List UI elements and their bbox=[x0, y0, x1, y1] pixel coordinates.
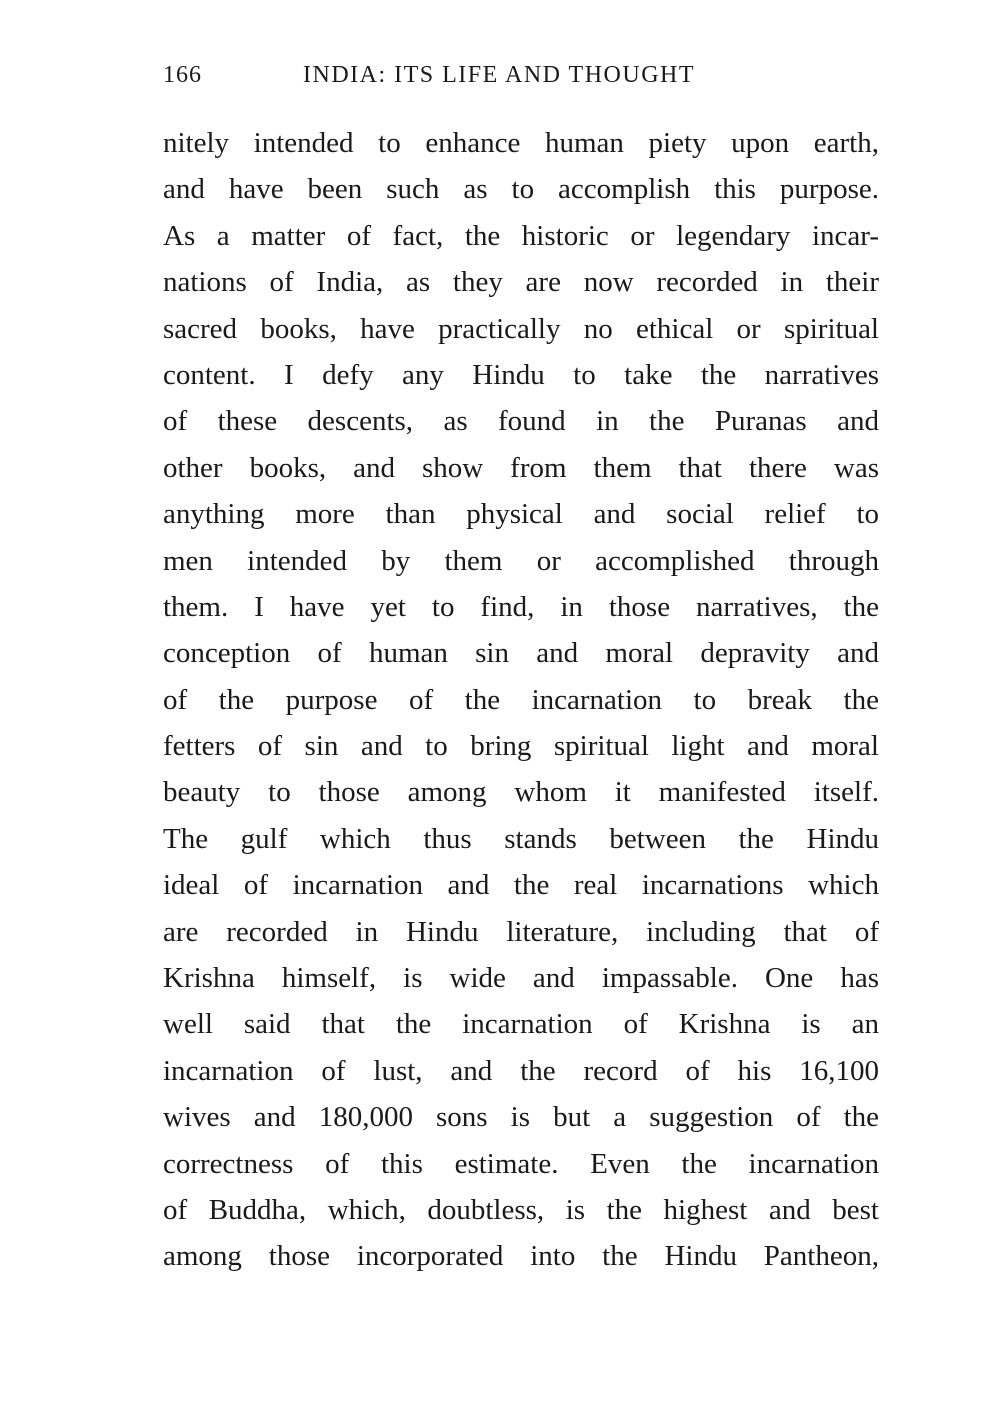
text-line: men intended by them or accomplished through bbox=[163, 544, 879, 577]
text-line: sacred books, have practically no ethical or spiritual bbox=[163, 312, 879, 345]
text-line: The gulf which thus stands between the Hindu bbox=[163, 822, 879, 855]
text-line: and have been such as to accomplish this purpose. bbox=[163, 173, 879, 206]
text-line: content. I defy any Hindu to take the narratives bbox=[163, 358, 879, 391]
text-line: well said that the incarnation of Krishna is an bbox=[163, 1008, 879, 1041]
text-line: among those incorporated into the Hindu Pantheon, bbox=[163, 1240, 879, 1273]
text-line: nitely intended to enhance human piety upon earth, bbox=[163, 127, 879, 159]
text-line: wives and 180,000 sons is but a suggestion of the bbox=[163, 1101, 879, 1134]
text-line: As a matter of fact, the historic or legendary incar- bbox=[163, 219, 879, 252]
text-line: of these descents, as found in the Puranas and bbox=[163, 405, 879, 438]
page-header bbox=[163, 62, 879, 102]
text-line: correctness of this estimate. Even the incarnation bbox=[163, 1147, 879, 1180]
text-line: anything more than physical and social relief to bbox=[163, 498, 879, 531]
text-line: incarnation of lust, and the record of his 16,100 bbox=[163, 1054, 879, 1087]
body-text bbox=[163, 120, 879, 1280]
page-number: 166 bbox=[163, 62, 202, 88]
text-line: Krishna himself, is wide and impassable. One has bbox=[163, 962, 879, 995]
text-line: nations of India, as they are now recorded in their bbox=[163, 266, 879, 299]
text-line: ideal of incarnation and the real incarnations which bbox=[163, 869, 879, 902]
text-line: of Buddha, which, doubtless, is the highest and best bbox=[163, 1193, 879, 1226]
text-line: conception of human sin and moral depravity and bbox=[163, 637, 879, 670]
text-line: are recorded in Hindu literature, including that of bbox=[163, 915, 879, 948]
text-line: of the purpose of the incarnation to break the bbox=[163, 683, 879, 716]
text-line: beauty to those among whom it manifested itself. bbox=[163, 776, 879, 809]
running-head: INDIA: ITS LIFE AND THOUGHT bbox=[303, 62, 696, 88]
text-line: fetters of sin and to bring spiritual light and moral bbox=[163, 730, 879, 763]
text-line: other books, and show from them that there was bbox=[163, 451, 879, 484]
text-line: them. I have yet to find, in those narratives, the bbox=[163, 590, 879, 623]
